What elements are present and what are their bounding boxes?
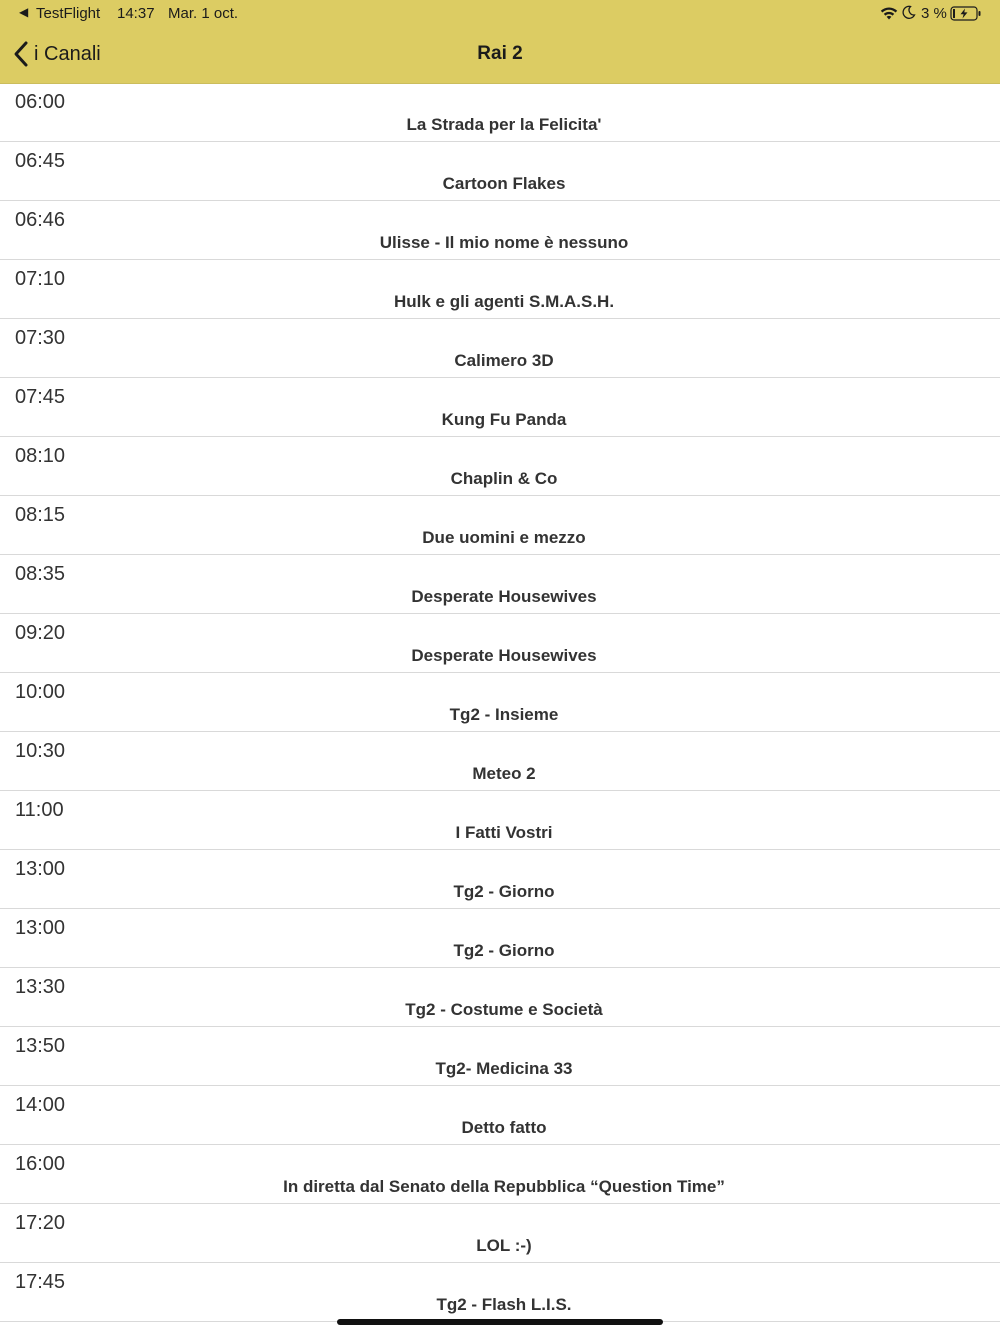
schedule-row[interactable]: [0, 850, 1000, 909]
program-time: 07:10: [15, 268, 66, 290]
program-time: 09:20: [15, 622, 66, 644]
program-title: Tg2 - Costume e Società: [405, 1000, 603, 1019]
schedule-list: [0, 83, 1000, 1322]
wifi-icon: [879, 5, 899, 21]
schedule-row[interactable]: [0, 1263, 1000, 1322]
program-time: 06:46: [15, 209, 66, 231]
program-time: 17:45: [15, 1271, 66, 1293]
program-title: Hulk e gli agenti S.M.A.S.H.: [393, 292, 615, 311]
program-title: Calimero 3D: [454, 351, 554, 370]
program-title: Detto fatto: [461, 1118, 547, 1137]
program-time: 08:35: [15, 563, 66, 585]
schedule-row[interactable]: [0, 968, 1000, 1027]
schedule-row[interactable]: [0, 673, 1000, 732]
program-title: Kung Fu Panda: [441, 410, 567, 429]
status-back-arrow[interactable]: ◀: [19, 5, 29, 19]
program-title: Tg2 - Giorno: [453, 882, 555, 901]
schedule-row[interactable]: [0, 437, 1000, 496]
program-title: In diretta dal Senato della Repubblica “Question Time”: [283, 1177, 725, 1196]
schedule-row[interactable]: [0, 732, 1000, 791]
schedule-row[interactable]: [0, 1204, 1000, 1263]
program-title: I Fatti Vostri: [455, 823, 553, 842]
back-button-label: i Canali: [34, 42, 101, 65]
status-bar: [0, 0, 1000, 26]
program-time: 10:30: [15, 740, 66, 762]
program-title: Meteo 2: [472, 764, 536, 783]
schedule-row[interactable]: [0, 83, 1000, 142]
schedule-row[interactable]: [0, 378, 1000, 437]
program-time: 06:45: [15, 150, 66, 172]
program-time: 13:30: [15, 976, 66, 998]
program-title: La Strada per la Felicita': [406, 115, 602, 134]
program-time: 08:15: [15, 504, 66, 526]
program-time: 13:00: [15, 858, 66, 880]
program-title: Due uomini e mezzo: [422, 528, 586, 547]
program-time: 06:00: [15, 91, 66, 113]
moon-icon: [902, 5, 916, 19]
program-title: LOL :-): [476, 1236, 532, 1255]
home-indicator[interactable]: [337, 1319, 663, 1325]
program-time: 10:00: [15, 681, 66, 703]
program-time: 13:00: [15, 917, 66, 939]
program-title: Ulisse - Il mio nome è nessuno: [379, 233, 629, 252]
program-title: Tg2- Medicina 33: [435, 1059, 573, 1078]
program-title: Cartoon Flakes: [442, 174, 566, 193]
program-time: 13:50: [15, 1035, 66, 1057]
status-back-app-label[interactable]: TestFlight: [36, 5, 101, 22]
program-title: Desperate Housewives: [411, 646, 597, 665]
schedule-row[interactable]: [0, 1086, 1000, 1145]
schedule-row[interactable]: [0, 260, 1000, 319]
battery-percentage: 3 %: [921, 5, 947, 22]
program-time: 17:20: [15, 1212, 66, 1234]
program-time: 11:00: [15, 799, 64, 821]
schedule-row[interactable]: [0, 909, 1000, 968]
status-time: 14:37: [117, 5, 155, 22]
schedule-row[interactable]: [0, 496, 1000, 555]
schedule-row[interactable]: [0, 142, 1000, 201]
program-title: Desperate Housewives: [411, 587, 597, 606]
program-time: 08:10: [15, 445, 66, 467]
top-bar: [0, 0, 1000, 84]
program-time: 14:00: [15, 1094, 66, 1116]
program-time: 16:00: [15, 1153, 66, 1175]
navigation-bar: [0, 26, 1000, 83]
schedule-row[interactable]: [0, 614, 1000, 673]
schedule-row[interactable]: [0, 1145, 1000, 1204]
schedule-row[interactable]: [0, 555, 1000, 614]
status-date: Mar. 1 oct.: [168, 5, 239, 22]
battery-charging-icon: [950, 6, 982, 21]
schedule-row[interactable]: [0, 319, 1000, 378]
program-title: Tg2 - Flash L.I.S.: [436, 1295, 572, 1314]
schedule-row[interactable]: [0, 791, 1000, 850]
program-time: 07:45: [15, 386, 66, 408]
program-title: Tg2 - Giorno: [453, 941, 555, 960]
program-title: Tg2 - Insieme: [449, 705, 559, 724]
schedule-row[interactable]: [0, 201, 1000, 260]
program-title: Chaplin & Co: [450, 469, 558, 488]
page-title: Rai 2: [477, 43, 523, 64]
schedule-row[interactable]: [0, 1027, 1000, 1086]
program-time: 07:30: [15, 327, 66, 349]
